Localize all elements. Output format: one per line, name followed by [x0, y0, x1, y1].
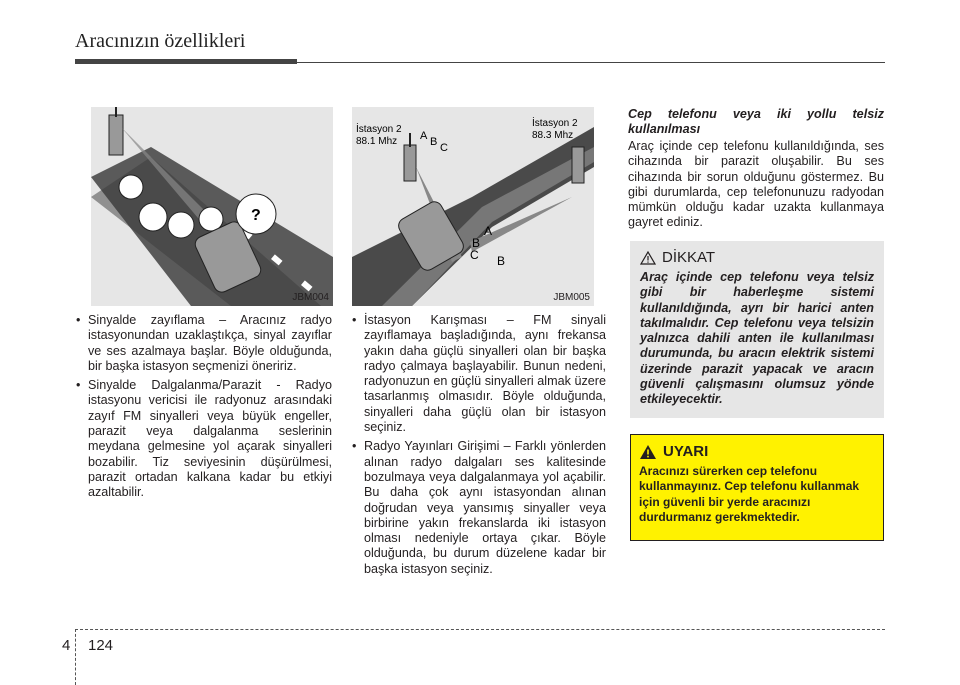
- warning-triangle-icon: [639, 444, 657, 460]
- svg-text:B: B: [497, 254, 506, 268]
- svg-text:İstasyon 2: İstasyon 2: [532, 118, 578, 129]
- header-rule: [75, 62, 885, 63]
- page-number: 124: [88, 637, 114, 654]
- svg-text:İstasyon 2: İstasyon 2: [356, 124, 402, 135]
- figure-code: JBM004: [292, 292, 329, 303]
- figure-code: JBM005: [553, 292, 590, 303]
- column-right: [628, 107, 884, 231]
- warning-title: UYARI: [663, 443, 709, 460]
- svg-text:88.3 Mhz: 88.3 Mhz: [532, 130, 574, 141]
- svg-text:C: C: [470, 248, 479, 262]
- section-title: Cep telefonu veya iki yollu telsiz kullanılması: [628, 107, 884, 136]
- interference-illustration: [352, 107, 594, 306]
- caution-triangle-icon: [640, 251, 656, 265]
- footer-divider: [75, 629, 76, 685]
- svg-text:C: C: [440, 142, 448, 154]
- column-left: [76, 313, 332, 505]
- list-item: • Radyo Yayınları Girişimi – Farklı yönlerden alınan radyo dalgaları ses kalitesinde bozulmaya veya dalgalanmaya yol açabilir. Bu daha çok aynı istasyondan alınan doğrudan veya yansımış sinyaller veya birbirine yakın frekanslarda iki istasyon olması nedeniyle ortaya çıkar. Böyle olduğunda, bu durum düzelene kadar bir başka istasyon seçiniz.: [352, 439, 606, 577]
- footer-rule: [75, 629, 885, 630]
- figure-station-interference: [352, 107, 594, 306]
- list-item: • İstasyon Karışması – FM sinyali zayıflamaya başladığında, aynı frekansa yakın daha güçlü sinyalleri olan bir başka radyo çalmaya başlayabilir. Bunun nedeni, radyonuzun en güçlü sinyalleri almak üzere tasarlanmış olmasıdır. Böyle olduğunda, sinyalleri daha güçlü olan bir istasyon seçiniz.: [352, 313, 606, 435]
- antenna-tower-icon: [109, 107, 123, 155]
- svg-text:A: A: [484, 224, 493, 238]
- antenna-tower-icon: [404, 133, 416, 181]
- page-header-title: Aracınızın özellikleri: [75, 30, 246, 52]
- signal-fading-illustration: [91, 107, 333, 306]
- warning-box: [630, 434, 884, 541]
- svg-text:88.1 Mhz: 88.1 Mhz: [356, 136, 398, 147]
- column-middle: [352, 313, 606, 581]
- list-item: • Sinyalde Dalgalanma/Parazit - Radyo istasyonu vericisi ile radyonuz arasındaki zayıf FM sinyalleri veya büyük engeller, parazit veya dalgalanma seslerinin meydana gelmesine yol açarak sinyalleri bozabilir. Tiz seviyesinin düşürülmesi, parazit ortadan kalkana kadar bu etkiyi azaltabilir.: [76, 378, 332, 500]
- figure-signal-fading: [91, 107, 333, 306]
- svg-text:?: ?: [251, 207, 261, 224]
- svg-text:A: A: [420, 130, 428, 142]
- chapter-number: 4: [62, 637, 71, 654]
- caution-title: DİKKAT: [662, 249, 716, 266]
- caution-box: [630, 241, 884, 418]
- antenna-tower-icon: [572, 147, 584, 183]
- caution-text: Araç içinde cep telefonu veya telsiz gibi bir haberleşme sistemi kullanıldığında, ayrı bir harici anten takılmalıdır. Cep telefonu veya telsizin yalnızca dahili anten ile kullanılması durumunda, bu aracın elektrik sistemi üzerinde parazit yapacak ve aracın güvenli çalışmasını olumsuz yönde etkileyecektir.: [640, 270, 874, 407]
- list-item: • Sinyalde zayıflama – Aracınız radyo istasyonundan uzaklaştıkça, sinyal zayıflar ve ses azalmaya başlar. Böyle olduğunda, bir başka istasyon seçmenizi öneririz.: [76, 313, 332, 374]
- svg-text:B: B: [472, 236, 481, 250]
- section-text: Araç içinde cep telefonu kullanıldığında, ses cihazında bir parazit oluşabilir. Bu ses cihazında bir sorun olduğunu göstermez. Bu gibi durumlarda, cep telefonunuzu radyodan mümkün olduğu kadar uzakta kullanmaya gayret ediniz.: [628, 139, 884, 230]
- svg-text:B: B: [430, 136, 438, 148]
- warning-text: Aracınızı sürerken cep telefonu kullanmayınız. Cep telefonu kullanmak için güvenli bir yerde aracınızı durdurmanız gerekmektedir.: [639, 464, 860, 524]
